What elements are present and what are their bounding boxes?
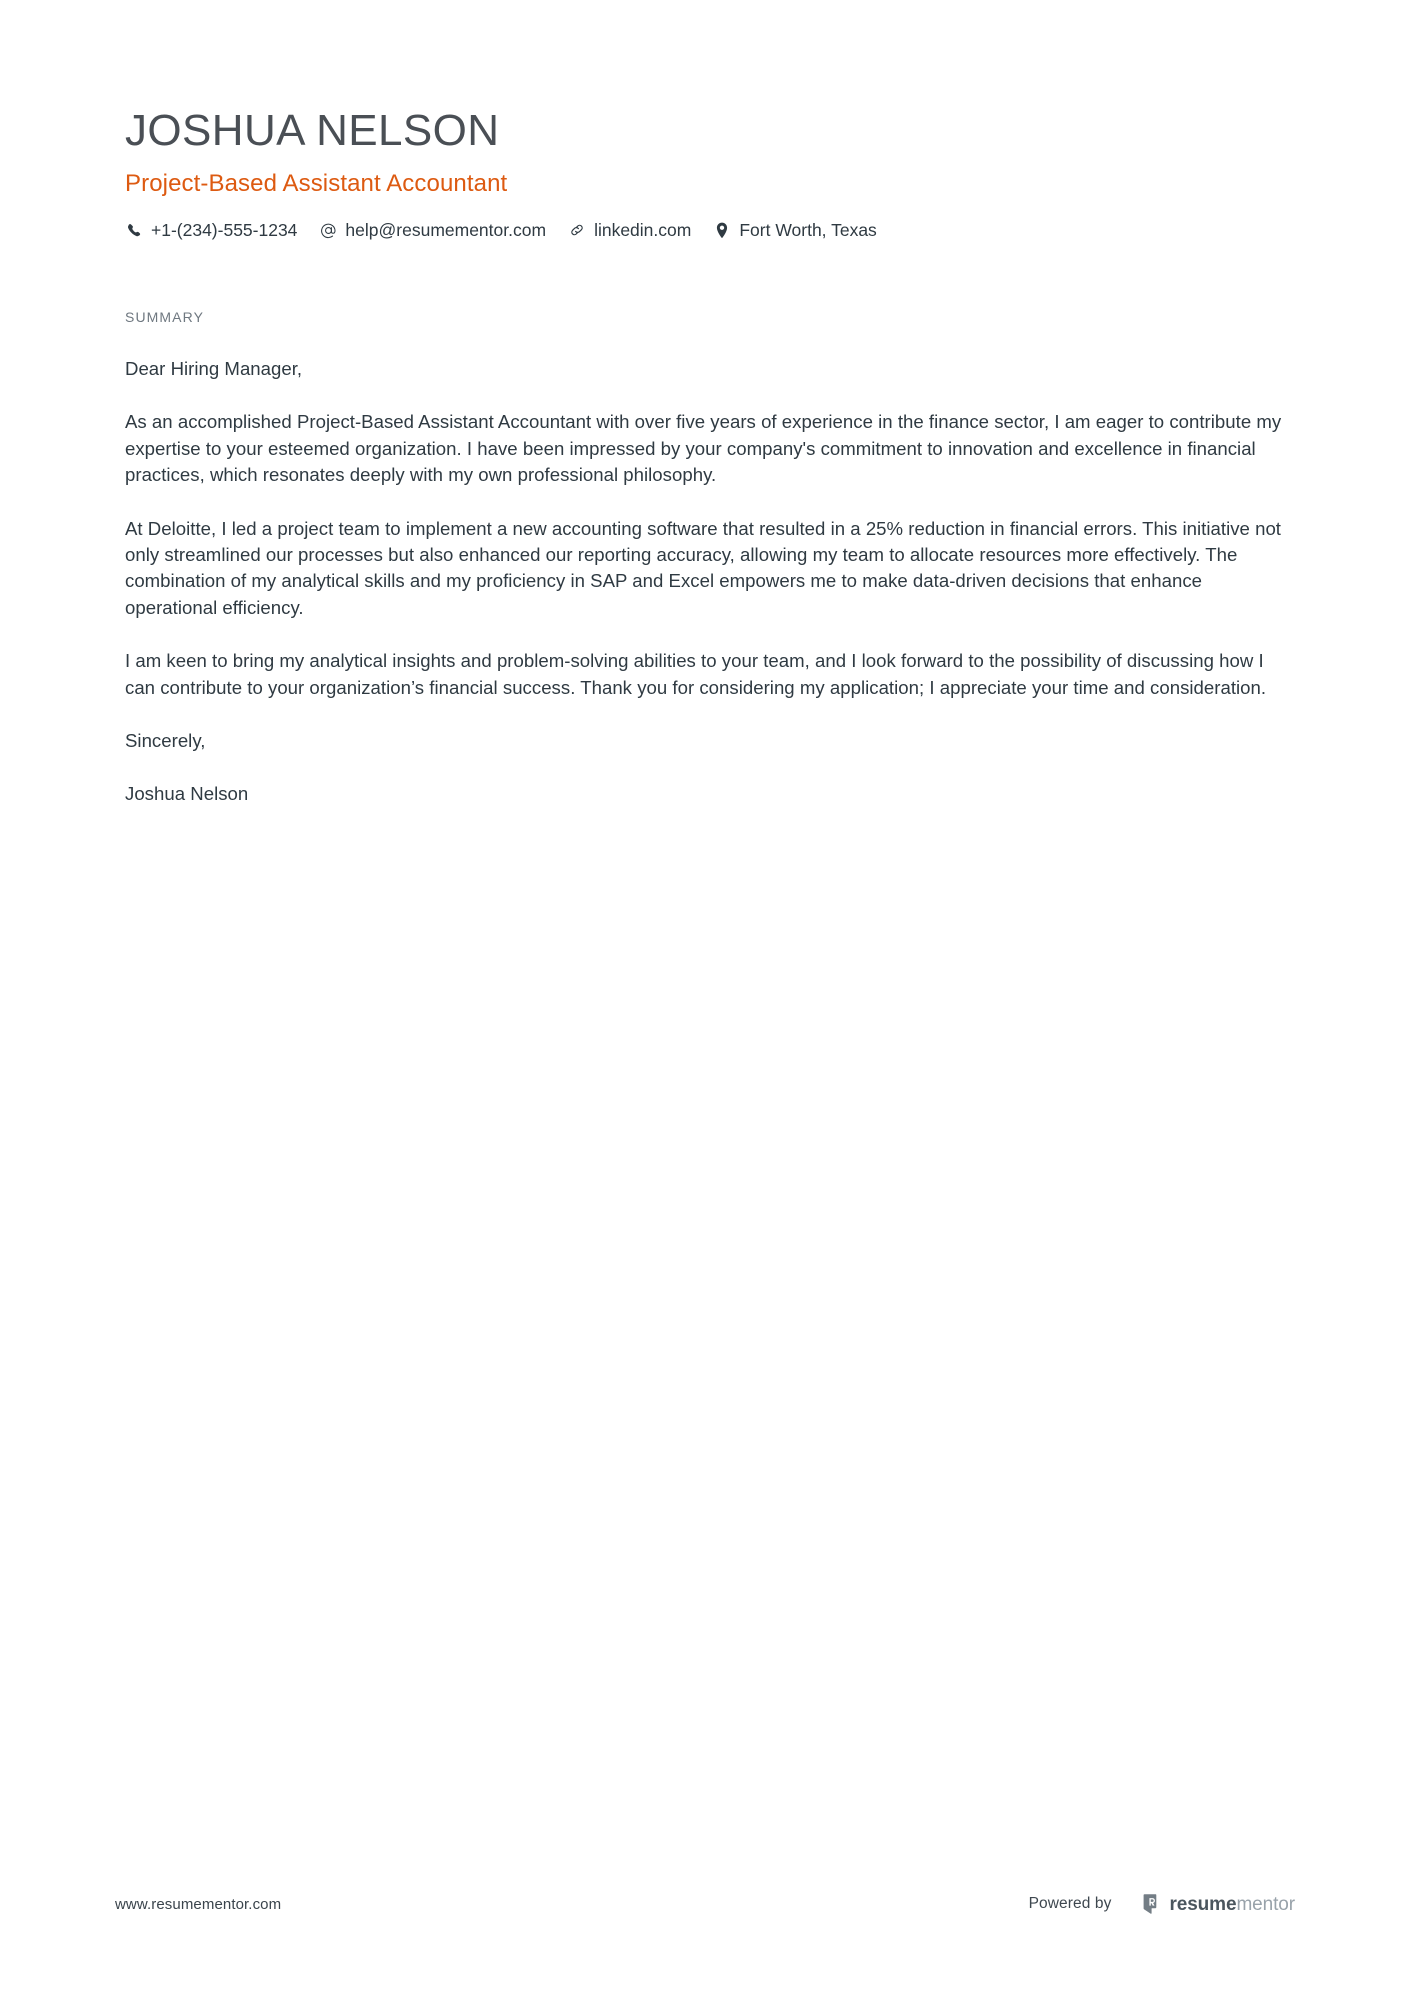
page-title: JOSHUA NELSON: [125, 106, 500, 155]
footer-brand: [1029, 1893, 1295, 1915]
page-footer: [115, 1893, 1295, 1915]
cover-letter-body: [125, 356, 1285, 808]
closing-line: Sincerely,: [125, 729, 206, 751]
contact-email-value: help@resumementor.com: [345, 219, 547, 240]
salutation: Dear Hiring Manager,: [125, 357, 303, 379]
contact-linkedin-value: linkedin.com: [594, 219, 692, 240]
section-label-summary: SUMMARY: [125, 308, 205, 325]
job-title: Project-Based Assistant Accountant: [125, 170, 508, 198]
letter-paragraph-2: At Deloitte, I led a project team to implement a new accounting software that resulted in a 25% reduction in financial errors. This initiative not only streamlined our processes but also enhanced our reporting accuracy, allowing my team to allocate resources more effectively. The combination of my analytical skills and my proficiency in SAP and Excel empowers me to make data-driven decisions that enhance operational efficiency.: [125, 517, 1281, 618]
letter-paragraph-1: As an accomplished Project-Based Assistant Accountant with over five years of experience in the finance sector, I am eager to contribute my expertise to your esteemed organization. I have been impressed by your company's commitment to innovation and excellence in financial practices, which resonates deeply with my own professional philosophy.: [125, 411, 1282, 486]
phone-icon: [125, 221, 143, 239]
resumementor-wordmark: [1169, 1895, 1295, 1914]
document-content: [125, 0, 1285, 808]
powered-by-label: Powered by: [1028, 1895, 1112, 1912]
summary-section: [125, 241, 1285, 808]
contact-phone: [125, 220, 297, 241]
contact-email: [319, 220, 546, 241]
resumementor-mark-icon: [1143, 1893, 1162, 1915]
link-icon: [568, 221, 586, 239]
footer-site-url: www.resumementor.com: [115, 1895, 282, 1913]
contact-location: [713, 220, 876, 241]
contact-linkedin: [568, 220, 691, 241]
contact-phone-value: +1-(234)-555-1234: [151, 219, 298, 240]
map-pin-icon: [713, 221, 731, 239]
contact-row: [125, 199, 1285, 241]
brand-text-light: mentor: [1236, 1893, 1295, 1915]
at-sign-icon: [319, 221, 337, 239]
letter-header: [125, 0, 1285, 241]
brand-text-bold: resume: [1169, 1893, 1237, 1915]
contact-location-value: Fort Worth, Texas: [739, 219, 877, 240]
letter-paragraph-3: I am keen to bring my analytical insights and problem-solving abilities to your team, and I look forward to the possibility of discussing how I can contribute to your organization’s financial success. Thank you for considering my application; I appreciate your time and consideration.: [125, 650, 1267, 698]
signature-name: Joshua Nelson: [125, 783, 249, 805]
resumementor-logo: [1143, 1893, 1295, 1915]
